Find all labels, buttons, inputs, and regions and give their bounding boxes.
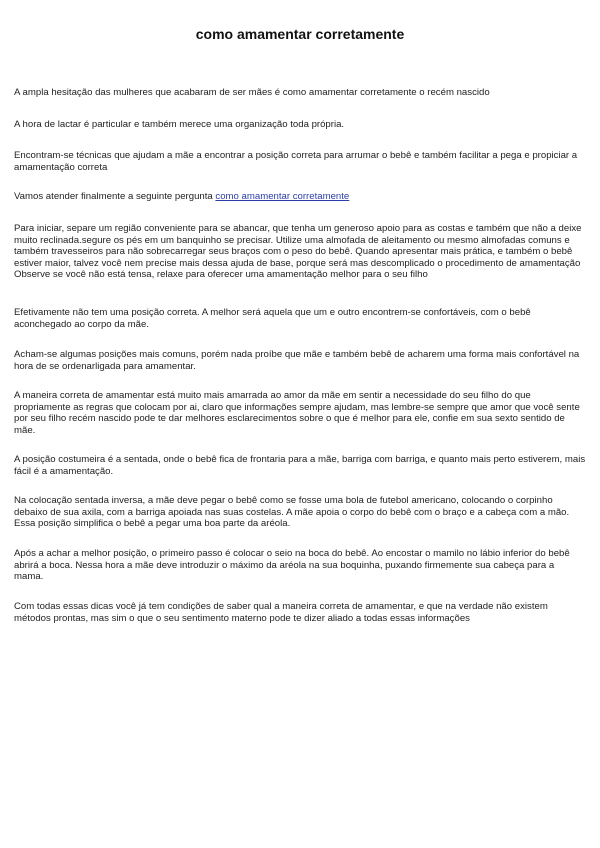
page-title: como amamentar corretamente [195,26,405,42]
paragraph-question [14,191,586,203]
question-link[interactable]: como amamentar corretamente [215,191,350,202]
paragraph-seated-position: A posição costumeira é a sentada, onde o bebê fica de frontaria para a mãe, barriga com barriga, e quanto mais perto estiverem, mais fácil é a amamentação. [14,454,586,477]
question-text: Vamos atender finalmente a seguinte pergunta [14,191,216,202]
paragraph-conclusion: Com todas essas dicas você já tem condições de saber qual a maneira correta de amamentar, e que na verdade não existem métodos prontas, mas sim o que o seu sentimento materno pode te dizer aliado a todas essas informações [14,601,548,624]
paragraph-techniques: Encontram-se técnicas que ajudam a mãe a encontrar a posição correta para arrumar o bebê e também facilitar a pega e propiciar a amamentação correta [14,150,578,173]
paragraph-love-of-mother: A maneira correta de amamentar está muito mais amarrada ao amor da mãe em sentir a necessidade do seu filho do que propriamente as regras que colocam por ai, claro que informações sempre ajudam, mas lembre-se sempre que amor que você sente por seu filho recém nascido pode te dar melhores esclarecimentos sobre o que é melhor para ele, confie em sua sexto sentido de mãe. [14,390,580,436]
paragraph-intro: A ampla hesitação das mulheres que acabaram de ser mães é como amamentar corretamente o recém nascido [14,87,490,98]
paragraph-common-positions: Acham-se algumas posições mais comuns, porém nada proíbe que mãe e também bebê de acharem uma forma mais confortável na hora de se ordenarligada para amamentar. [14,349,580,372]
paragraph-no-correct-position: Efetivamente não tem uma posição correta. A melhor será aquela que um e outro encontrem-se confortáveis, com o bebê aconchegado ao corpo da mãe. [14,307,531,330]
paragraph-lactation-time: A hora de lactar é particular e também merece uma organização toda própria. [14,119,345,130]
paragraph-first-step: Após a achar a melhor posição, o primeiro passo é colocar o seio na boca do bebê. Ao encostar o mamilo no lábio inferior do bebê abrirá a boca. Nessa hora a mãe deve introduzir o máximo da aréola na sua boquinha, puxando firmemente sua cabeça para a mama. [14,548,570,582]
paragraph-inverse-position: Na colocação sentada inversa, a mãe deve pegar o bebê como se fosse uma bola de futebol americano, colocando o corpinho debaixo de sua axila, com a barriga apoiada nas suas costelas. A mãe apoia o corpo do bebê com o braço e a cabeça com a mão. Essa posição simplifica o bebê a pegar uma boa parte da aréola. [14,495,570,529]
paragraph-getting-started: Para iniciar, separe um região conveniente para se abancar, que tenha um generoso apoio para as costas e também que não a deixe muito reclinada.segure os pés em um banquinho se precisar. Utilize uma almofada de aleitamento ou mesmo almofadas comuns e também travesseiros para não sobrecarregar seus braços com o peso do bebê. Quando apresentar mais prática, e também o bebê estiver maior, talvez você nem precise mais dessa ajuda de base, porque será mas descomplicado o procedimento de amamentação Observe se você não está tensa, relaxe para oferecer uma amamentação melhor para o seu filho [14,223,582,280]
